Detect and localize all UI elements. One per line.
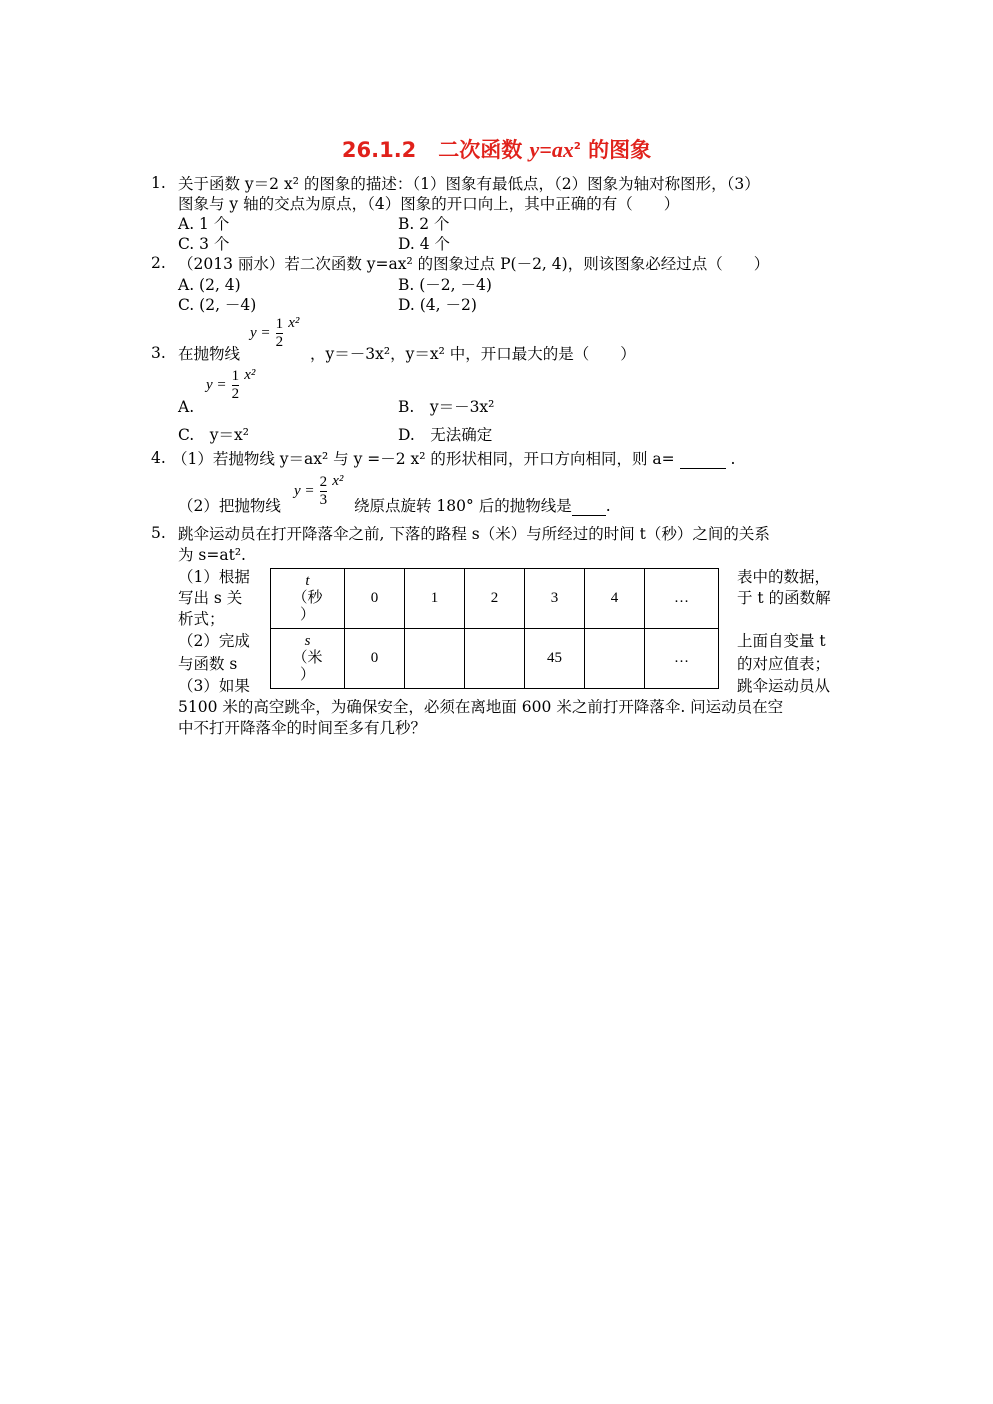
- q5-left-5: 与函数 s: [178, 655, 238, 673]
- question-3-option-b: B. y＝－3x²: [398, 398, 495, 416]
- page-title: 26.1.2 二次函数 $y=ax^2$ 的图象: [341, 137, 652, 162]
- question-2-option-d: D. (4, －2): [398, 296, 477, 314]
- question-1-option-c: C. 3 个: [178, 235, 230, 253]
- question-2-option-b: B. (－2, －4): [398, 276, 492, 294]
- q5-left-1: （1）根据: [178, 568, 250, 586]
- table-cell: 2: [465, 569, 525, 629]
- q5-right-4: 的对应值表；: [737, 655, 831, 673]
- question-4-part1: （1）若抛物线 y＝ax² 与 y =－2 x² 的形状相同，开口方向相同，则 a= .: [172, 450, 736, 468]
- q5-left-6: （3）如果: [178, 677, 250, 695]
- table-cell-blank[interactable]: [405, 629, 465, 689]
- table-row-t: [271, 569, 719, 629]
- question-1-option-d: D. 4 个: [398, 235, 451, 253]
- question-4-fraction: y = $\frac{2}{3}$ x²: [294, 473, 344, 508]
- table-header-t: t （秒 ）: [271, 569, 345, 629]
- question-5-last-line2: 中不打开降落伞的时间至多有几秒？: [178, 719, 427, 737]
- table-cell: 0: [345, 629, 405, 689]
- table-header-s: s （米 ）: [271, 629, 345, 689]
- question-4-part2-prefix: （2）把抛物线: [178, 497, 281, 515]
- q5-right-3: 上面自变量 t: [737, 632, 826, 650]
- value-table: [270, 568, 719, 689]
- fraction-lead: y =: [250, 325, 271, 341]
- q5-left-2: 写出 s 关: [178, 589, 243, 607]
- question-1-number: 1.: [151, 174, 166, 192]
- question-5-line1: 跳伞运动员在打开降落伞之前, 下落的路程 s（米）与所经过的时间 t（秒）之间的关系: [178, 525, 770, 543]
- question-1-text-line1: 关于函数 y＝2 x² 的图象的描述：（1）图象有最低点，（2）图象为轴对称图形，（3）: [178, 175, 760, 193]
- question-2-text: （2013 丽水）若二次函数 y=ax² 的图象过点 P(－2, 4)，则该图象必经过点（ ）: [178, 255, 770, 273]
- q5-left-4: （2）完成: [178, 632, 250, 650]
- question-3-text: ，y＝－3x²，y＝x² 中，开口最大的是（ ）: [310, 345, 636, 363]
- table-cell: 3: [525, 569, 585, 629]
- question-5-line2: 为 s=at².: [178, 546, 246, 564]
- question-4-number: 4.: [151, 449, 166, 467]
- question-3-option-c: C. y＝x²: [178, 426, 249, 444]
- fraction-variable: x²: [288, 315, 300, 331]
- table-row-s: [271, 629, 719, 689]
- question-1-option-a: A. 1 个: [178, 215, 230, 233]
- question-4-part2-text: 绕原点旋转 180° 后的抛物线是 .: [354, 497, 611, 515]
- answer-blank-a[interactable]: [680, 454, 726, 469]
- table-cell: …: [645, 569, 719, 629]
- question-2-option-c: C. (2, －4): [178, 296, 257, 314]
- question-3-prefix: 在抛物线: [178, 345, 241, 363]
- question-2-number: 2.: [151, 254, 166, 272]
- question-5-last-line1: 5100 米的高空跳伞，为确保安全，必须在离地面 600 米之前打开降落伞. 问运动员在空: [178, 698, 784, 716]
- table-cell: 45: [525, 629, 585, 689]
- q5-right-2: 于 t 的函数解: [737, 589, 831, 607]
- question-1-option-b: B. 2 个: [398, 215, 450, 233]
- question-3-option-a-fraction: y = $\frac{1}{2}$ x²: [206, 367, 256, 402]
- answer-blank-parabola[interactable]: [572, 501, 606, 516]
- table-cell: …: [645, 629, 719, 689]
- q5-right-1: 表中的数据，: [737, 568, 831, 586]
- table-cell-blank[interactable]: [465, 629, 525, 689]
- q5-left-3: 析式；: [178, 610, 225, 628]
- question-3-fraction: [250, 316, 299, 351]
- table-cell-blank[interactable]: [585, 629, 645, 689]
- question-3-option-a-label: A.: [178, 398, 195, 416]
- fraction-numerator: 1: [275, 316, 284, 332]
- q5-right-5: 跳伞运动员从: [737, 677, 831, 695]
- table-cell: 0: [345, 569, 405, 629]
- question-3-option-d: D. 无法确定: [398, 426, 493, 444]
- question-3-number: 3.: [151, 344, 166, 362]
- table-cell: 4: [585, 569, 645, 629]
- question-1-text-line2: 图象与 y 轴的交点为原点，（4）图象的开口向上，其中正确的有（ ）: [178, 195, 680, 213]
- table-cell: 1: [405, 569, 465, 629]
- fraction-denominator: 2: [275, 334, 284, 350]
- question-5-number: 5.: [151, 524, 166, 542]
- question-2-option-a: A. (2, 4): [178, 276, 241, 294]
